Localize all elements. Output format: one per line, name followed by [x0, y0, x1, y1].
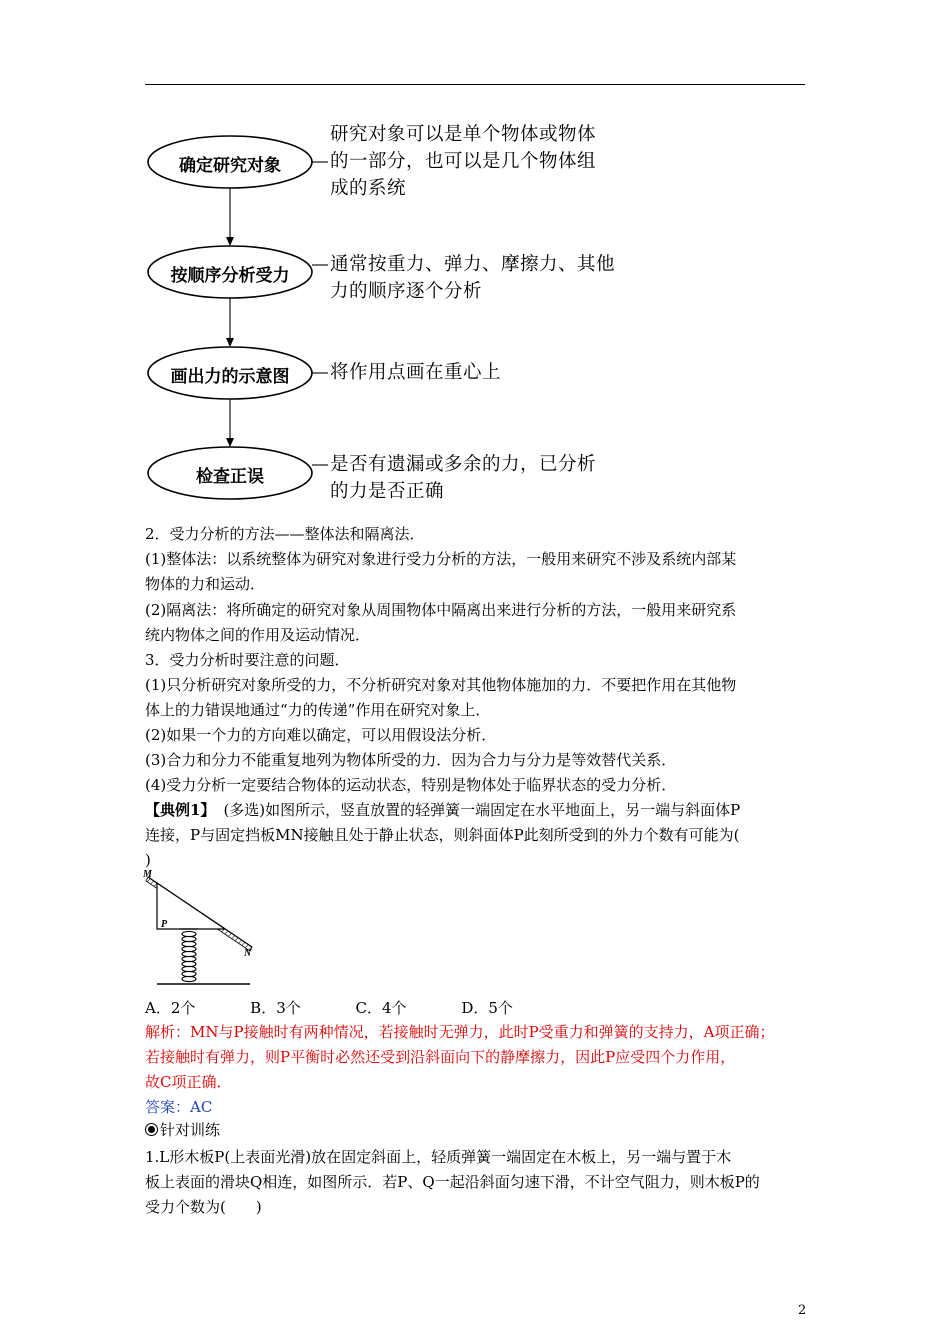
label-n: N [244, 948, 252, 959]
option-a: A．2个 [145, 999, 196, 1017]
body-line: (1)只分析研究对象所受的力，不分析研究对象对其他物体施加的力．不要把作用在其他物 [145, 676, 737, 694]
note-line: 将作用点画在重心上 [330, 362, 502, 383]
page-number: 2 [798, 1303, 807, 1318]
wedge-p [157, 883, 225, 929]
body-line: (2)隔离法：将所确定的研究对象从周围物体中隔离出来进行分析的方法，一般用来研究系 [145, 601, 737, 619]
note-line: 力的顺序逐个分析 [330, 281, 483, 302]
flow-node-4-label: 检查正误 [196, 467, 264, 487]
label-p: P [161, 919, 168, 930]
example-line: 连接，P与固定挡板MN接触且处于静止状态，则斜面体P此刻所受到的外力个数有可能为( [145, 826, 740, 844]
note-line: 成的系统 [330, 178, 407, 199]
body-line: 3．受力分析时要注意的问题． [145, 651, 350, 669]
flow-note-2 [330, 251, 615, 305]
analysis-line: 故C项正确． [145, 1073, 232, 1091]
body-line: 物体的力和运动． [145, 575, 266, 593]
arrowhead-3 [226, 438, 234, 447]
body-line: 体上的力错误地通过“力的传递”作用在研究对象上． [145, 701, 491, 719]
practice-heading-row [145, 1120, 220, 1141]
body-line: 统内物体之间的作用及运动情况． [145, 626, 371, 644]
practice-line: 受力个数为( ) [145, 1198, 262, 1216]
body-line: 2．受力分析的方法——整体法和隔离法． [145, 525, 425, 543]
flow-node-3-label: 画出力的示意图 [170, 367, 290, 387]
flow-note-4 [330, 451, 596, 505]
note-line: 的一部分，也可以是几个物体组 [330, 151, 597, 172]
example-line: ) [145, 851, 151, 869]
bullet-icon [145, 1123, 158, 1136]
spring [182, 931, 196, 981]
note-line: 是否有遗漏或多余的力，已分析 [330, 454, 597, 475]
practice-line: 1.L形木板P(上表面光滑)放在固定斜面上，轻质弹簧一端固定在木板上，另一端与置于木 [145, 1148, 732, 1166]
options [145, 998, 563, 1019]
body-line: (1)整体法：以系统整体为研究对象进行受力分析的方法，一般用来研究不涉及系统内部某 [145, 550, 737, 568]
example-line-1 [145, 800, 740, 821]
flow-node-1-label: 确定研究对象 [179, 156, 281, 176]
answer: 答案：AC [145, 1098, 213, 1116]
body-line: (3)合力和分力不能重复地列为物体所受的力．因为合力与分力是等效替代关系． [145, 751, 677, 769]
arrowhead-1 [226, 237, 234, 246]
flow-note-3 [330, 359, 501, 386]
option-c: C．4个 [355, 999, 407, 1017]
note-line: 的力是否正确 [330, 481, 445, 502]
label-m: M [143, 869, 152, 880]
example-title: 【典例1】 [145, 801, 216, 819]
option-b: B．3个 [250, 999, 301, 1017]
analysis-line: 解析：MN与P接触时有两种情况，若接触时无弹力，此时P受重力和弹簧的支持力，A项正确； [145, 1023, 775, 1041]
analysis-line: 若接触时有弹力，则P平衡时必然还受到沿斜面向下的静摩擦力，因此P应受四个力作用， [145, 1048, 736, 1066]
body-line: (2)如果一个力的方向难以确定，可以用假设法分析． [145, 726, 497, 744]
note-line: 研究对象可以是单个物体或物体 [330, 124, 597, 145]
note-line: 通常按重力、弹力、摩擦力、其他 [330, 254, 616, 275]
incline-spring-figure [140, 866, 270, 996]
arrowhead-2 [226, 338, 234, 347]
practice-heading: 针对训练 [160, 1121, 221, 1139]
flow-note-1 [330, 121, 596, 202]
option-d: D．5个 [461, 999, 513, 1017]
flow-node-2-label: 按顺序分析受力 [170, 266, 290, 286]
body-line: (4)受力分析一定要结合物体的运动状态，特别是物体处于临界状态的受力分析． [145, 776, 677, 794]
practice-line: 板上表面的滑块Q相连，如图所示．若P、Q一起沿斜面匀速下滑，不计空气阻力，则木板P的 [145, 1173, 760, 1191]
example-text: (多选)如图所示，竖直放置的轻弹簧一端固定在水平地面上，另一端与斜面体P [223, 801, 741, 819]
